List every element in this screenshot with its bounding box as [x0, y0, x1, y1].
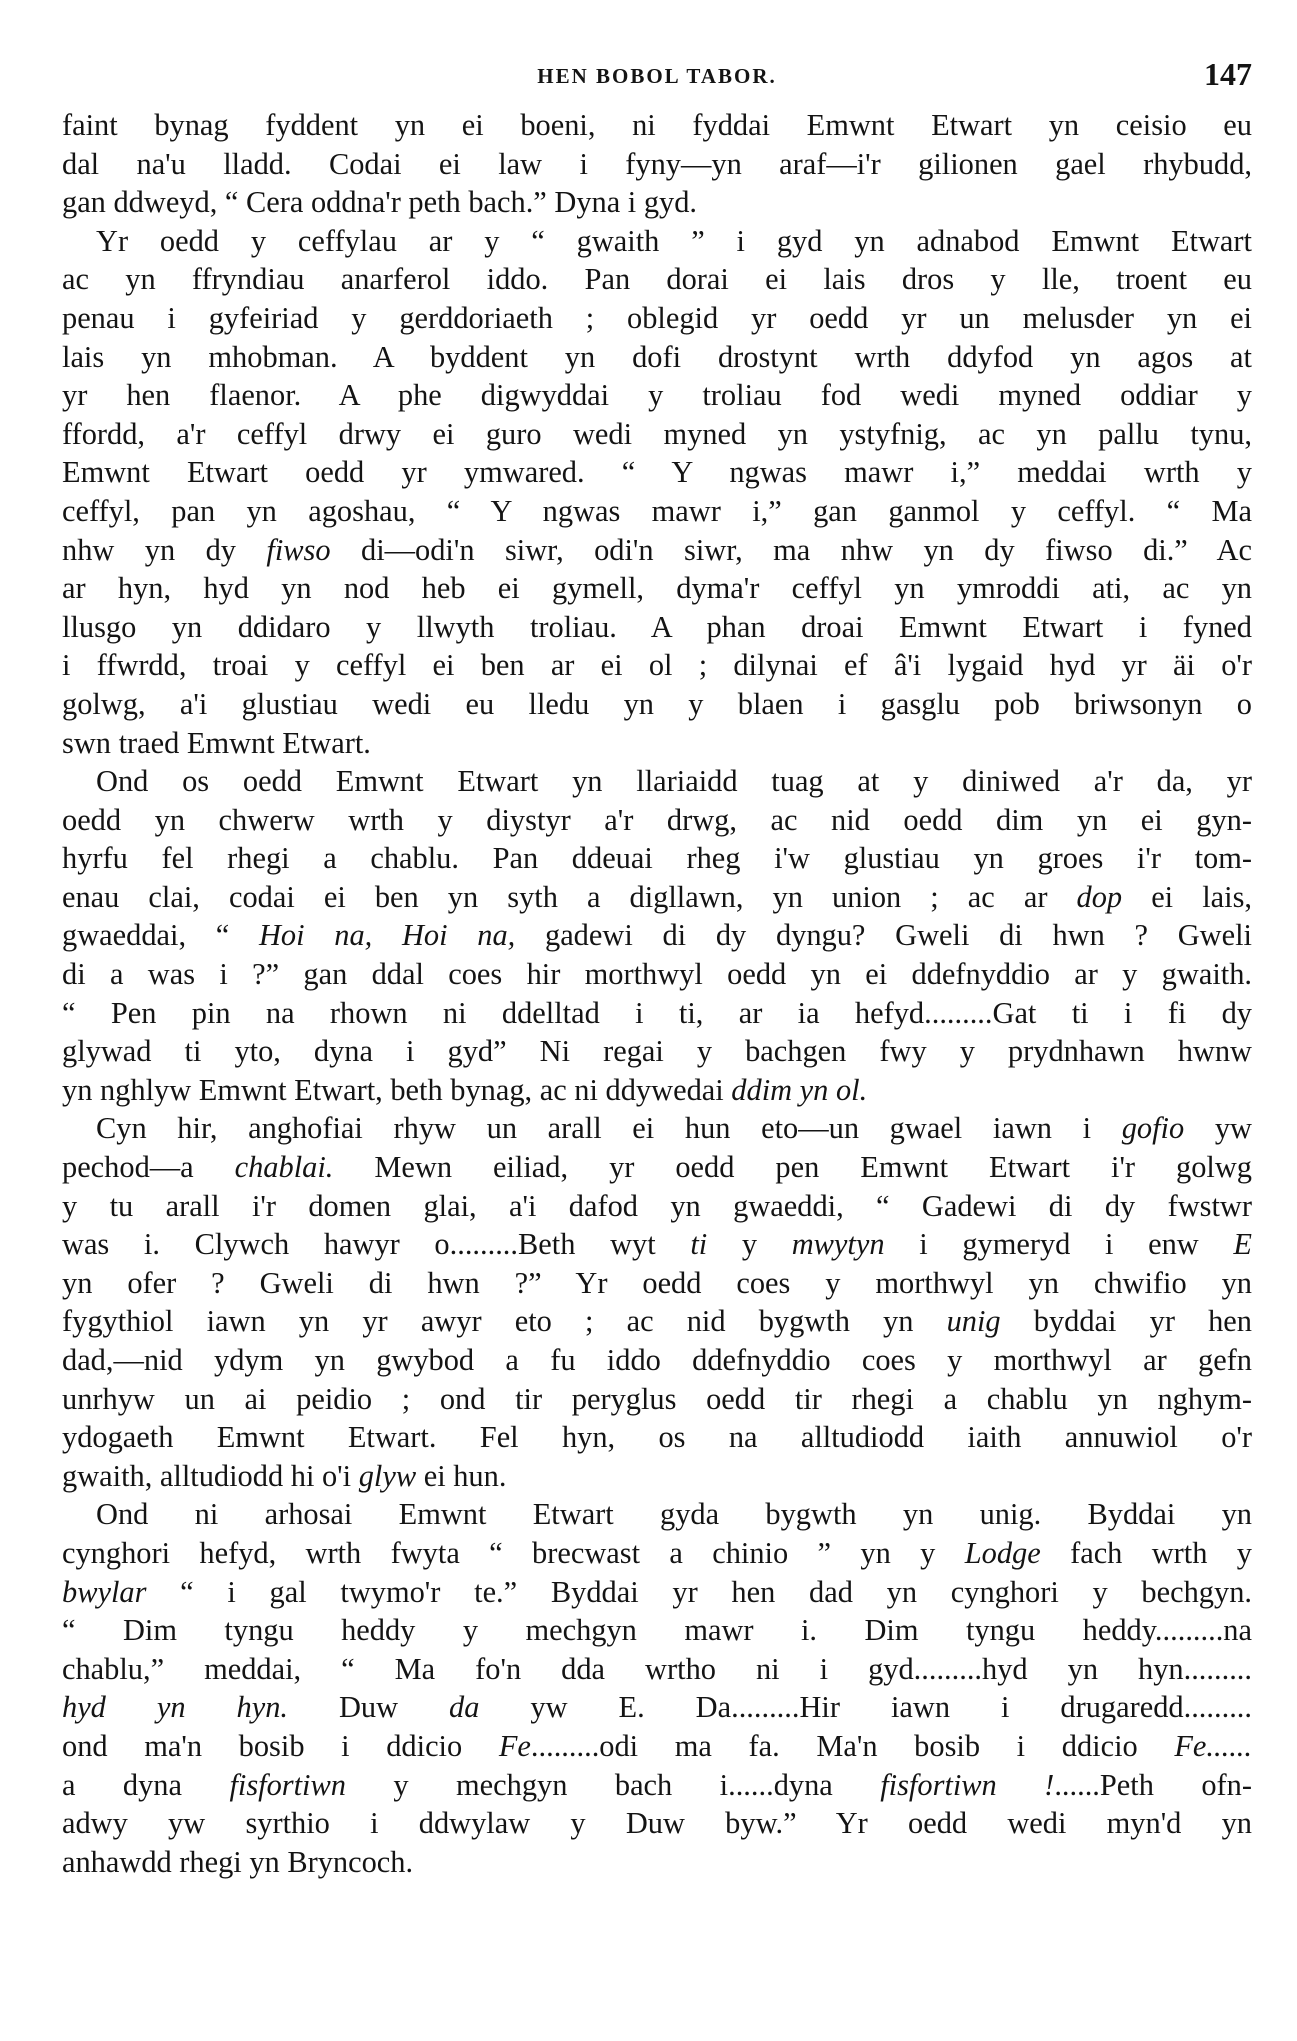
text-segment: Cyn hir, anghofiai rhyw un arall ei hun eto—un gwael iawn i — [96, 1111, 1122, 1146]
text-line — [62, 492, 1252, 531]
text-line — [62, 955, 1252, 994]
running-title: HEN BOBOL TABOR. — [537, 64, 777, 88]
text-line — [62, 299, 1252, 338]
text-segment: y — [707, 1227, 792, 1262]
italic-text: mwytyn — [791, 1227, 885, 1262]
italic-text: ddim yn ol. — [731, 1072, 868, 1107]
page-number: 147 — [1204, 56, 1252, 92]
text-segment: gan ddweyd, “ Cera oddna'r peth bach.” Dyna i gyd. — [62, 185, 698, 220]
text-segment: ei lais, — [1122, 879, 1252, 914]
italic-text: gofio — [1121, 1111, 1185, 1146]
text-segment: Duw — [288, 1690, 450, 1725]
text-line — [62, 106, 1252, 145]
text-segment: yn ofer ? Gweli di hwn ?” Yr oedd coes y morthwyl yn chwifio yn — [62, 1265, 1252, 1300]
text-segment: “ Pen pin na rhown ni ddelltad i ti, ar ia hefyd.........Gat ti i fi dy — [62, 995, 1252, 1030]
text-segment: lais yn mhobman. A byddent yn dofi drostynt wrth ddyfod yn agos at — [62, 339, 1252, 374]
text-line — [62, 994, 1252, 1033]
text-line — [62, 1534, 1252, 1573]
running-header — [62, 50, 1252, 106]
text-segment: ar hyn, hyd yn nod heb ei gymell, dyma'r ceffyl yn ymroddi ati, ac yn — [62, 571, 1252, 606]
text-segment: yw — [1184, 1111, 1252, 1146]
text-line — [62, 531, 1252, 570]
text-line — [62, 1457, 1252, 1496]
text-line — [62, 222, 1252, 261]
text-segment: Emwnt Etwart oedd yr ymwared. “ Y ngwas mawr i,” meddai wrth y — [62, 455, 1252, 490]
text-segment: “ i gal twymo'r te.” Byddai yr hen dad yn cynghori y bechgyn. — [146, 1574, 1252, 1609]
text-segment: dad,—nid ydym yn gwybod a fu iddo ddefnyddio coes y morthwyl ar gefn — [62, 1343, 1252, 1377]
text-segment: gadewi di dy dyngu? Gweli di hwn ? Gweli — [515, 918, 1252, 953]
text-line — [62, 839, 1252, 878]
text-line — [62, 569, 1252, 608]
text-segment: nhw yn dy — [62, 532, 267, 567]
text-line — [62, 608, 1252, 647]
text-segment: anhawdd rhegi yn Bryncoch. — [62, 1844, 414, 1879]
text-segment: ei hun. — [416, 1458, 507, 1493]
text-line — [62, 646, 1252, 685]
text-line — [62, 1495, 1252, 1534]
text-segment: byddai yr hen — [1000, 1304, 1252, 1339]
body-text — [62, 106, 1252, 1881]
text-segment: Ond os oedd Emwnt Etwart yn llariaidd tuag at y diniwed a'r da, yr — [96, 764, 1252, 799]
text-line — [62, 1380, 1252, 1419]
text-line — [62, 1688, 1252, 1727]
text-line — [62, 1071, 1252, 1110]
text-segment: fygythiol iawn yn yr awyr eto ; ac nid bygwth yn — [62, 1304, 947, 1339]
text-segment: penau i gyfeiriad y gerddoriaeth ; oblegid yr oedd yr un melusder yn ei — [62, 300, 1252, 335]
italic-text: Fe — [498, 1728, 531, 1763]
text-segment: yr hen flaenor. A phe digwyddai y troliau fod wedi myned oddiar y — [62, 378, 1252, 413]
text-line — [62, 1727, 1252, 1766]
text-segment: Mewn eiliad, yr oedd pen Emwnt Etwart i'r golwg — [333, 1150, 1252, 1185]
text-segment: dal na'u lladd. Codai ei law i fyny—yn araf—i'r gilionen gael rhybudd, — [62, 146, 1252, 181]
text-line — [62, 1187, 1252, 1226]
text-line — [62, 183, 1252, 222]
text-segment: ond ma'n bosib i ddicio — [62, 1728, 499, 1763]
text-line — [62, 376, 1252, 415]
italic-text: fisfortiwn ! — [880, 1767, 1055, 1802]
text-segment: “ Dim tyngu heddy y mechgyn mawr i. Dim tyngu heddy.........na — [62, 1613, 1252, 1648]
text-segment: ceffyl, pan yn agoshau, “ Y ngwas mawr i,” gan ganmol y ceffyl. “ Ma — [62, 493, 1252, 528]
text-line — [62, 1032, 1252, 1071]
text-segment: oedd yn chwerw wrth y diystyr a'r drwg, ac nid oedd dim yn ei gyn- — [62, 802, 1252, 837]
italic-text: chablai. — [234, 1150, 334, 1185]
text-segment: adwy yw syrthio i ddwylaw y Duw byw.” Yr oedd wedi myn'd yn — [62, 1806, 1252, 1841]
italic-text: dop — [1076, 879, 1123, 914]
text-line — [62, 453, 1252, 492]
text-line — [62, 878, 1252, 917]
text-segment: di—odi'n siwr, odi'n siwr, ma nhw yn dy fiwso di.” Ac — [330, 532, 1252, 567]
text-segment: y mechgyn bach i......dyna — [345, 1767, 881, 1802]
text-segment: enau clai, codai ei ben yn syth a digllawn, yn union ; ac ar — [62, 879, 1077, 914]
text-line — [62, 1843, 1252, 1882]
text-line — [62, 145, 1252, 184]
text-segment: di a was i ?” gan ddal coes hir morthwyl oedd yn ei ddefnyddio ar y gwaith. — [62, 957, 1252, 992]
text-segment: ffordd, a'r ceffyl drwy ei guro wedi myned yn ystyfnig, ac yn pallu tynu, — [62, 416, 1252, 451]
text-segment: pechod—a — [62, 1150, 235, 1185]
text-line — [62, 1264, 1252, 1303]
text-segment: llusgo yn ddidaro y llwyth troliau. A phan droai Emwnt Etwart i fyned — [62, 609, 1252, 644]
italic-text: unig — [946, 1304, 1001, 1339]
text-line — [62, 1573, 1252, 1612]
italic-text: E — [1233, 1227, 1252, 1262]
text-line — [62, 1109, 1252, 1148]
text-segment: chablu,” meddai, “ Ma fo'n dda wrtho ni i gyd.........hyd yn hyn......... — [62, 1651, 1252, 1686]
text-segment: a dyna — [62, 1767, 230, 1802]
text-segment: ydogaeth Emwnt Etwart. Fel hyn, os na alltudiodd iaith annuwiol o'r — [62, 1420, 1252, 1455]
text-segment: golwg, a'i glustiau wedi eu lledu yn y blaen i gasglu pob briwsonyn o — [62, 686, 1252, 721]
text-line — [62, 415, 1252, 454]
italic-text: ti — [690, 1227, 708, 1262]
text-segment: Ond ni arhosai Emwnt Etwart gyda bygwth yn unig. Byddai yn — [96, 1497, 1252, 1532]
italic-text: Fe...... — [1174, 1728, 1252, 1763]
text-segment: ......Peth ofn- — [1054, 1767, 1252, 1802]
text-segment: fach wrth y — [1040, 1535, 1253, 1570]
italic-text: Lodge — [964, 1535, 1041, 1570]
text-segment: gwaith, alltudiodd hi o'i — [62, 1458, 359, 1493]
text-line — [62, 801, 1252, 840]
text-line — [62, 1766, 1252, 1805]
book-page — [62, 50, 1252, 1881]
text-line — [62, 724, 1252, 763]
text-segment: gwaeddai, “ — [62, 918, 259, 953]
text-segment: faint bynag fyddent yn ei boeni, ni fyddai Emwnt Etwart yn ceisio eu — [62, 108, 1252, 142]
text-line — [62, 338, 1252, 377]
italic-text: fiwso — [266, 532, 331, 567]
text-segment: yn nghlyw Emwnt Etwart, beth bynag, ac ni ddywedai — [62, 1072, 732, 1107]
text-segment: .........odi ma fa. Ma'n bosib i ddicio — [530, 1728, 1175, 1763]
italic-text: da — [449, 1690, 480, 1725]
text-segment: i gymeryd i enw — [884, 1227, 1234, 1262]
text-segment: was i. Clywch hawyr o.........Beth wyt — [62, 1227, 691, 1262]
text-line — [62, 1804, 1252, 1843]
text-segment: hyrfu fel rhegi a chablu. Pan ddeuai rheg i'w glustiau yn groes i'r tom- — [62, 841, 1252, 876]
text-line — [62, 685, 1252, 724]
text-line — [62, 916, 1252, 955]
text-line — [62, 762, 1252, 801]
italic-text: hyd yn hyn. — [62, 1690, 288, 1725]
text-segment: yw E. Da.........Hir iawn i drugaredd......... — [479, 1690, 1252, 1725]
text-line — [62, 1418, 1252, 1457]
text-segment: y tu arall i'r domen glai, a'i dafod yn gwaeddi, “ Gadewi di dy fwstwr — [62, 1188, 1252, 1223]
text-line — [62, 1225, 1252, 1264]
text-segment: cynghori hefyd, wrth fwyta “ brecwast a chinio ” yn y — [62, 1535, 965, 1570]
text-line — [62, 1302, 1252, 1341]
text-segment: glywad ti yto, dyna i gyd” Ni regai y bachgen fwy y prydnhawn hwnw — [62, 1034, 1252, 1069]
text-line — [62, 260, 1252, 299]
text-segment: ac yn ffryndiau anarferol iddo. Pan dorai ei lais dros y lle, troent eu — [62, 262, 1252, 297]
text-line — [62, 1148, 1252, 1187]
italic-text: bwylar — [62, 1574, 147, 1609]
text-segment: Yr oedd y ceffylau ar y “ gwaith ” i gyd yn adnabod Emwnt Etwart — [96, 223, 1252, 258]
italic-text: fisfortiwn — [229, 1767, 346, 1802]
text-line — [62, 1341, 1252, 1380]
text-segment: swn traed Emwnt Etwart. — [62, 725, 371, 760]
text-segment: unrhyw un ai peidio ; ond tir peryglus oedd tir rhegi a chablu yn nghym- — [62, 1381, 1252, 1416]
text-line — [62, 1650, 1252, 1689]
text-segment: i ffwrdd, troai y ceffyl ei ben ar ei ol ; dilynai ef â'i lygaid hyd yr äi o'r — [62, 648, 1252, 683]
italic-text: Hoi na, Hoi na, — [258, 918, 516, 953]
italic-text: glyw — [358, 1458, 417, 1493]
text-line — [62, 1611, 1252, 1650]
